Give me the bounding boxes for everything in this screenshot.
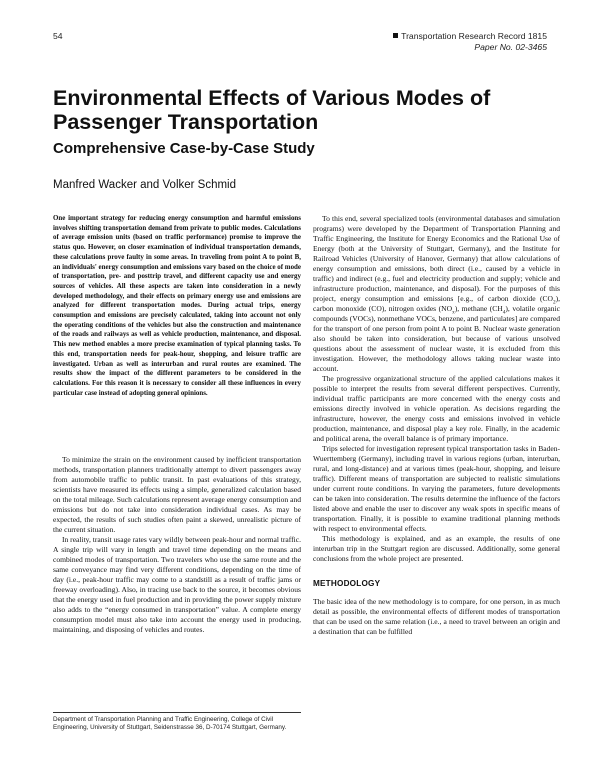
journal-name: Transportation Research Record 1815	[401, 31, 547, 41]
section-heading: METHODOLOGY	[313, 579, 381, 588]
body-paragraph: The progressive organizational structure of the applied calculations makes it possible to interpret the results from several different perspectives. Currently, individual traffic participants are more concerned with the energy costs and emissions directly involved in vehicle operation. As decisions regarding the infrastructure, however, the energy costs and emissions involved in vehicle production, maintenance, and disposal play a key role. Finally, in the academic and political arena, the overall balance is of primary importance.	[313, 374, 560, 443]
right-column-body	[313, 214, 560, 637]
left-column-body	[53, 455, 301, 635]
body-paragraph-tools: To this end, several specialized tools (environmental databases and simulation programs) were developed by the Department of Transportation Planning and Traffic Engineering, the Institute for Energy Economics and the Rational Use of Energy (both at the University of Stuttgart, Germany), and the Institute for Railroad Vehicles (University of Hanover, Germany) that allow calculations of energy consumption and emissions, both direct (i.e., caused by a vehicle in traffic) and indirect (e.g., fuel and electricity production and supply; vehicle and infrastructure production, maintenance, and disposal). For the purposes of this project, energy consumption and emissions [e.g., of carbon dioxide $(CO_2)$, carbon monoxide (CO), nitrogen oxides $(NO_x)$, methane $(CH_4)$, volatile organic compounds (VOCs), nonmethane VOCs, benzene, and particulates] are compared for the transport of one person from point A to point B. Nuclear waste generation also should be taken into consideration, but because of various unsolved questions about the assessment of nuclear waste, it is excluded from this investigation. However, the methodology allows taking nuclear waste into account.	[313, 214, 560, 373]
paper-number: Paper No. 02-3465	[474, 41, 547, 52]
abstract: One important strategy for reducing energy consumption and harmful emissions involves shifting transportation demand from private to public modes. Calculations of average emission units (based on traffic performance) promise to improve the status quo. However, on closer examination of individual transportation demands, these calculations prove faulty in some areas. In traveling from point A to point B, an individuals' energy consumption and emissions vary based on the choice of mode of transportation, pre- and posttrip travel, and different capacity use and energy sources of vehicles. All these aspects are taken into consideration in a newly developed methodology, and their effects on primary energy use and emissions are analyzed for different transportation modes. During actual trips, energy consumption and emissions are precisely calculated, taking into account not only the operating conditions of the vehicles but also the construction and maintenance of the roads and railways as well as vehicle production, maintenance, and disposal. This new method enables a more precise examination of typical planning tasks. To this end, transportation needs for peak-hour, shopping, and leisure traffic are investigated. Urban as well as interurban and rural routes are examined. The results show the impact of the different parameters to be considered in the calculations. For this reason it is necessary to consider all these influences in every particular case instead of adopting general opinions.	[53, 214, 301, 397]
authors: Manfred Wacker and Volker Schmid	[53, 179, 237, 191]
paper-title: Environmental Effects of Various Modes of Passenger Transportation	[53, 86, 491, 134]
paper-subtitle: Comprehensive Case-by-Case Study	[53, 140, 315, 157]
square-bullet-icon	[393, 33, 398, 38]
running-header	[393, 31, 547, 52]
body-paragraph: To minimize the strain on the environment caused by inefficient transportation methods, transportation planners traditionally attempt to divert passengers away from automobile traffic to public transit. In past evaluations of this strategy, scientists have measured its effects using a simple, generalized calculation based on the total mileage. Such calculations represent average energy consumption and emissions but do not take into consideration individual cases. As may be expected, the results of such studies often paint a skewed, unrealistic picture of the current situation.	[53, 455, 301, 534]
footnote-divider	[53, 712, 301, 713]
affiliation-footnote: Department of Transportation Planning and Traffic Engineering, College of Civil Engineering, University of Stuttgart, Seidenstrasse 36, D-70174 Stuttgart, Germany.	[53, 716, 287, 732]
body-paragraph: In reality, transit usage rates vary wildly between peak-hour and normal traffic. A single trip will vary in length and travel time depending on the means and combined modes of transportation. Two travelers who use the same route and the same conveyance may find very different conditions, depending on the time of day (i.e., peak-hour traffic may come to a standstill as a result of traffic jams or freeway overloading). Also, in tracing use back to the source, it becomes obvious that the energy used in fuel production and in providing the power supply mixture also adds to the “energy consumed in transportation” value. A complete energy consumption model must also take into account the energy used in producing, maintaining, and disposing of vehicles and routes.	[53, 535, 301, 634]
body-paragraph: The basic idea of the new methodology is to compare, for one person, in as much detail as possible, the environmental effects of different modes of transportation that can be used on the same relation (i.e., a need to travel between an origin and a destination that can be fulfilled	[313, 597, 560, 636]
body-paragraph: This methodology is explained, and as an example, the results of one interurban trip in the Stuttgart region are discussed. Additionally, some general conclusions from the whole project are presented.	[313, 534, 560, 563]
page-number: 54	[53, 31, 63, 41]
body-paragraph: Trips selected for investigation represent typical transportation tasks in Baden-Wuerttemberg (Germany), including travel in various regions (urban, interurban, rural, and long-distance) and at various times (peak-hour, shopping, and leisure traffic). Different means of transportation are subjected to realistic simulations under current route conditions. In varying the parameters, future developments can be taken into consideration. The results determine the influence of the factors listed above and enable the user to discover any weak spots in specific means of transportation. Finally, it is possible to examine traditional planning methods with respect to environmental effects.	[313, 444, 560, 533]
